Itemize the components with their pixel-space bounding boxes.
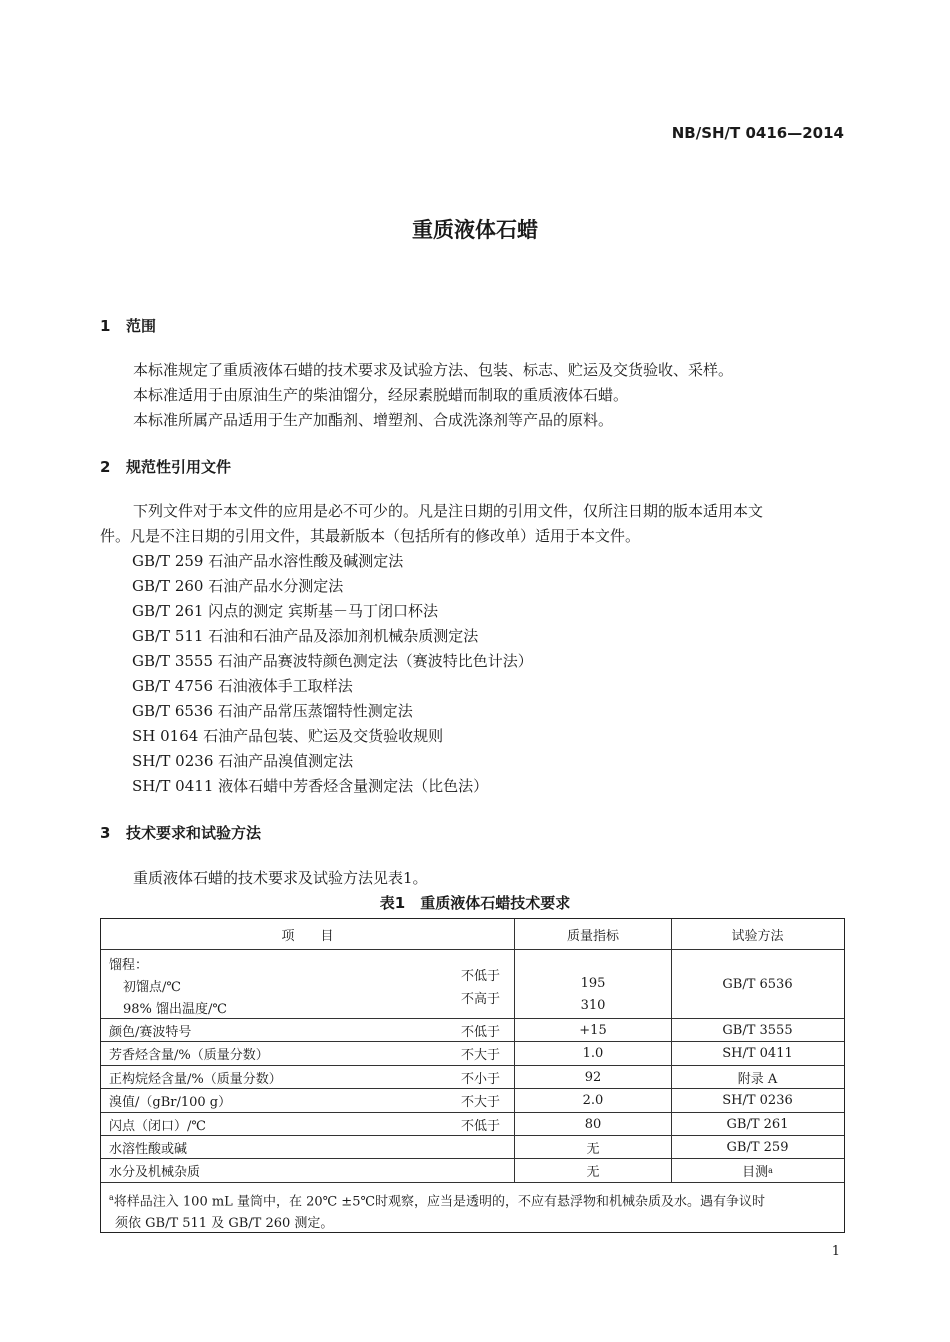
row-value: 92 [515, 1066, 672, 1088]
section-3-number: 3 [100, 824, 111, 842]
footnote-ref: a [768, 1166, 773, 1175]
distillation-sub-1: 初馏点/℃ [123, 980, 181, 995]
row-item-label: 颜色/赛波特号 [109, 1024, 192, 1040]
distillation-sub-2: 98% 馏出温度/℃ [123, 1002, 227, 1017]
section-3-intro: 重质液体石蜡的技术要求及试验方法见表1。 [133, 869, 428, 887]
section-1-title: 范围 [126, 317, 157, 335]
row-method: SH/T 0411 [722, 1046, 793, 1061]
reference-item: GB/T 511 石油和石油产品及添加剂机械杂质测定法 [132, 627, 479, 645]
table-row [101, 1136, 844, 1159]
row-item [101, 1019, 515, 1041]
distillation-method: GB/T 6536 [722, 976, 793, 992]
row-method [672, 1159, 843, 1182]
distillation-limit-2: 不高于 [460, 992, 500, 1007]
section-2-heading [100, 456, 231, 477]
row-item-label: 水分及机械杂质 [109, 1165, 201, 1180]
reference-item: GB/T 261 闪点的测定 宾斯基－马丁闭口杯法 [132, 602, 439, 620]
section-2-number: 2 [100, 458, 111, 476]
distillation-value-2: 310 [580, 998, 606, 1013]
section-3-heading [100, 822, 261, 843]
table-title: 表1 重质液体石蜡技术要求 [379, 894, 571, 912]
row-method-text: 目测 [742, 1165, 769, 1180]
table-row [101, 1159, 844, 1183]
section-2-intro-line-1: 下列文件对于本文件的应用是必不可少的。凡是注日期的引用文件，仅所注日期的版本适用本文 [133, 502, 764, 520]
reference-item: SH/T 0236 石油产品溴值测定法 [132, 752, 354, 770]
row-method: GB/T 261 [726, 1116, 789, 1132]
footnote-line-2: 须依 GB/T 511 及 GB/T 260 测定。 [115, 1216, 334, 1232]
distillation-value-1: 195 [580, 976, 606, 991]
header-method: 试验方法 [731, 928, 784, 944]
row-item [101, 1159, 515, 1182]
header-item: 项 目 [101, 919, 515, 949]
footnote-line-1 [109, 1187, 836, 1213]
row-item [101, 1136, 515, 1158]
footnote-mark: a [109, 1193, 114, 1202]
reference-item: GB/T 259 石油产品水溶性酸及碱测定法 [132, 552, 404, 570]
table-row [101, 1042, 844, 1066]
page-number: 1 [831, 1244, 840, 1259]
row-item [101, 1089, 515, 1112]
row-item [101, 1042, 515, 1065]
section-1-para-1: 本标准规定了重质液体石蜡的技术要求及试验方法、包装、标志、贮运及交货验收、采样。 [133, 361, 734, 379]
table-row [101, 1066, 844, 1089]
distillation-quality [515, 950, 672, 1018]
reference-item: SH 0164 石油产品包装、贮运及交货验收规则 [132, 727, 444, 745]
section-2-intro [100, 499, 850, 549]
reference-item: SH/T 0411 液体石蜡中芳香烃含量测定法（比色法） [132, 777, 489, 795]
reference-item: GB/T 6536 石油产品常压蒸馏特性测定法 [132, 702, 413, 720]
document-title: 重质液体石蜡 [412, 218, 538, 242]
row-item-label: 芳香烃含量/%（质量分数） [109, 1048, 269, 1063]
row-method: 附录 A [737, 1071, 778, 1087]
section-1-para-2: 本标准适用于由原油生产的柴油馏分，经尿素脱蜡而制取的重质液体石蜡。 [133, 386, 629, 404]
row-item-label: 水溶性酸或碱 [109, 1141, 188, 1157]
section-1-para-3: 本标准所属产品适用于生产加酯剂、增塑剂、合成洗涤剂等产品的原料。 [133, 411, 614, 429]
row-method: GB/T 3555 [722, 1022, 793, 1038]
row-value: 2.0 [515, 1089, 672, 1112]
distillation-label: 馏程： [109, 958, 149, 973]
reference-list [100, 549, 850, 799]
row-value: 80 [515, 1113, 672, 1135]
row-value: +15 [515, 1019, 672, 1041]
section-1-number: 1 [100, 317, 111, 335]
row-limit: 不低于 [460, 1024, 500, 1040]
row-item-label: 闪点（闭口）/℃ [109, 1118, 206, 1134]
table-row [101, 950, 844, 1019]
row-value: 无 [515, 1136, 672, 1158]
row-method: GB/T 259 [726, 1139, 789, 1155]
row-value: 无 [515, 1159, 672, 1182]
distillation-limit-1: 不低于 [460, 969, 500, 984]
row-item-label: 正构烷烃含量/%（质量分数） [109, 1071, 282, 1087]
row-method: SH/T 0236 [722, 1093, 793, 1108]
spec-table [100, 918, 845, 1233]
section-1-heading [100, 315, 156, 336]
section-2-intro-line-2: 件。凡是不注日期的引用文件，其最新版本（包括所有的修改单）适用于本文件。 [100, 527, 641, 545]
section-3-title: 技术要求和试验方法 [126, 824, 262, 842]
reference-item: GB/T 260 石油产品水分测定法 [132, 577, 344, 595]
row-limit: 不大于 [460, 1048, 500, 1063]
section-2-title: 规范性引用文件 [126, 458, 232, 476]
table-row [101, 1019, 844, 1042]
table-row [101, 1113, 844, 1136]
row-item-label: 溴值/（gBr/100 g） [109, 1095, 232, 1110]
row-item [101, 1066, 515, 1088]
distillation-item [101, 950, 515, 1018]
table-header-row [101, 919, 844, 950]
standard-code: NB/SH/T 0416—2014 [671, 124, 844, 142]
table-row [101, 1089, 844, 1113]
row-value: 1.0 [515, 1042, 672, 1065]
row-limit: 不低于 [460, 1118, 500, 1134]
header-quality: 质量指标 [515, 919, 672, 949]
table-footnote [109, 1187, 836, 1235]
reference-item: GB/T 4756 石油液体手工取样法 [132, 677, 353, 695]
row-item [101, 1113, 515, 1135]
row-limit: 不小于 [460, 1071, 500, 1087]
footnote-text-1: 将样品注入 100 mL 量筒中，在 20℃ ±5℃时观察，应当是透明的，不应有悬浮物和机械杂质及水。遇有争议时 [113, 1194, 766, 1210]
section-1-body [133, 358, 853, 433]
reference-item: GB/T 3555 石油产品赛波特颜色测定法（赛波特比色计法） [132, 652, 533, 670]
row-limit: 不大于 [460, 1095, 500, 1110]
